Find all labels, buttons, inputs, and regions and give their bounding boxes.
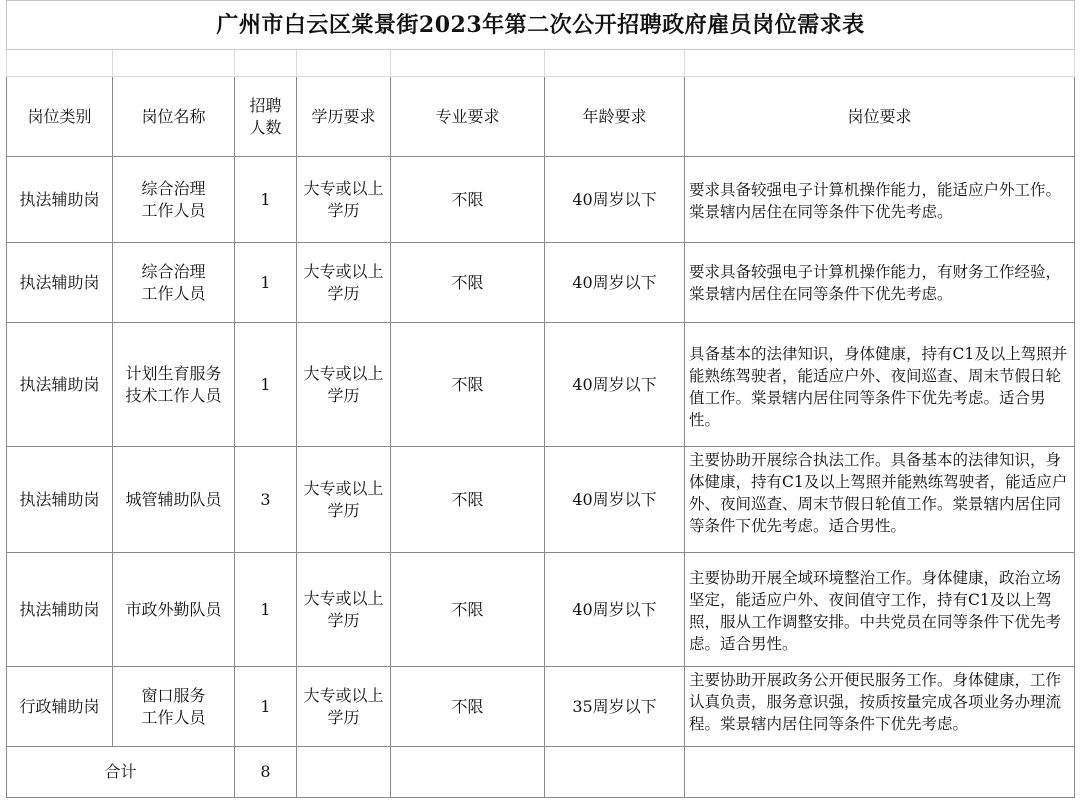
cell-category: 执法辅助岗 [7, 553, 113, 667]
cell-name: 综合治理 工作人员 [113, 243, 235, 323]
cell-category: 行政辅助岗 [7, 667, 113, 747]
header-requirement: 岗位要求 [685, 77, 1075, 157]
cell-requirement: 主要协助开展全域环境整治工作。身体健康，政治立场坚定，能适应户外、夜间值守工作，持有C1及以上驾照，服从工作调整安排。中共党员在同等条件下优先考虑。适合男性。 [685, 553, 1075, 667]
cell-major: 不限 [391, 323, 545, 447]
cell-requirement: 要求具备较强电子计算机操作能力，有财务工作经验，棠景辖内居住在同等条件下优先考虑。 [685, 243, 1075, 323]
table-title: 广州市白云区棠景街2023年第二次公开招聘政府雇员岗位需求表 [7, 1, 1075, 50]
cell-major: 不限 [391, 553, 545, 667]
cell-requirement: 要求具备较强电子计算机操作能力，能适应户外工作。棠景辖内居住在同等条件下优先考虑。 [685, 157, 1075, 243]
recruitment-sheet [6, 0, 1074, 803]
table-row [7, 243, 1075, 323]
cell-count: 1 [235, 667, 297, 747]
cell-name: 窗口服务 工作人员 [113, 667, 235, 747]
spacer-row [7, 50, 1075, 77]
table-row [7, 667, 1075, 747]
cell-age: 40周岁以下 [545, 243, 685, 323]
total-label: 合计 [7, 747, 235, 798]
cell-requirement: 主要协助开展综合执法工作。具备基本的法律知识，身体健康，持有C1及以上驾照并能熟练驾驶者，能适应户外、夜间巡查、周末节假日轮值工作。棠景辖内居住同等条件下优先考虑。适合男性。 [685, 447, 1075, 553]
header-row [7, 77, 1075, 157]
cell-education: 大专或以上 学历 [297, 447, 391, 553]
total-row [7, 747, 1075, 798]
cell-name: 市政外勤队员 [113, 553, 235, 667]
table-row [7, 157, 1075, 243]
cell-age: 40周岁以下 [545, 323, 685, 447]
cell-major: 不限 [391, 157, 545, 243]
cell-age: 40周岁以下 [545, 553, 685, 667]
job-requirements-table [6, 0, 1075, 798]
header-education: 学历要求 [297, 77, 391, 157]
cell-major: 不限 [391, 667, 545, 747]
cell-category: 执法辅助岗 [7, 323, 113, 447]
cell-category: 执法辅助岗 [7, 157, 113, 243]
cell-education: 大专或以上 学历 [297, 323, 391, 447]
header-category: 岗位类别 [7, 77, 113, 157]
cell-count: 1 [235, 323, 297, 447]
cell-category: 执法辅助岗 [7, 243, 113, 323]
cell-major: 不限 [391, 243, 545, 323]
table-row [7, 323, 1075, 447]
cell-name: 综合治理 工作人员 [113, 157, 235, 243]
cell-age: 40周岁以下 [545, 447, 685, 553]
cell-education: 大专或以上 学历 [297, 667, 391, 747]
cell-name: 计划生育服务 技术工作人员 [113, 323, 235, 447]
header-age: 年龄要求 [545, 77, 685, 157]
table-row [7, 553, 1075, 667]
cell-age: 40周岁以下 [545, 157, 685, 243]
cell-count: 3 [235, 447, 297, 553]
table-row [7, 447, 1075, 553]
cell-education: 大专或以上 学历 [297, 553, 391, 667]
total-count: 8 [235, 747, 297, 798]
cell-age: 35周岁以下 [545, 667, 685, 747]
cell-count: 1 [235, 157, 297, 243]
header-count-line2: 人数 [249, 117, 282, 137]
cell-count: 1 [235, 553, 297, 667]
cell-count: 1 [235, 243, 297, 323]
header-name: 岗位名称 [113, 77, 235, 157]
cell-name: 城管辅助队员 [113, 447, 235, 553]
cell-education: 大专或以上 学历 [297, 157, 391, 243]
cell-major: 不限 [391, 447, 545, 553]
header-major: 专业要求 [391, 77, 545, 157]
cell-requirement: 具备基本的法律知识，身体健康，持有C1及以上驾照并能熟练驾驶者，能适应户外、夜间巡查、周末节假日轮值工作。棠景辖内居住同等条件下优先考虑。适合男性。 [685, 323, 1075, 447]
cell-category: 执法辅助岗 [7, 447, 113, 553]
header-count-line1: 招聘 [249, 95, 282, 115]
cell-requirement: 主要协助开展政务公开便民服务工作。身体健康，工作认真负责，服务意识强，按质按量完成各项业务办理流程。棠景辖内居住同等条件下优先考虑。 [685, 667, 1075, 747]
header-count [235, 77, 297, 157]
cell-education: 大专或以上 学历 [297, 243, 391, 323]
